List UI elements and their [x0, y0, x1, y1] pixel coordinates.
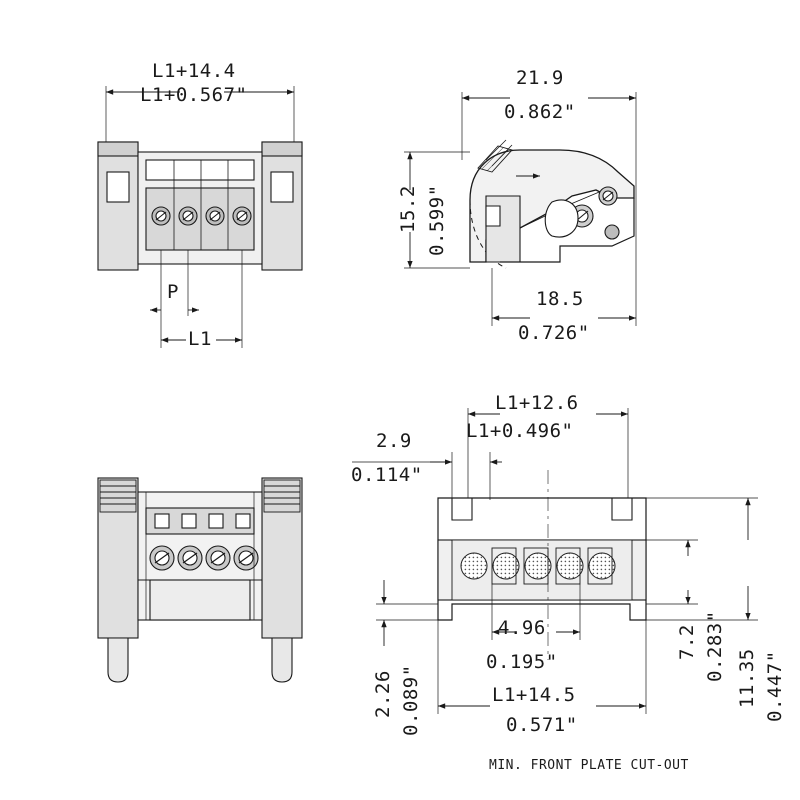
dim-cutout-right-height2-in: 0.447" — [764, 650, 786, 722]
dim-side-height-mm: 15.2 — [397, 185, 419, 233]
dim-cutout-top-width-in: L1+0.496" — [466, 420, 574, 442]
dim-top-left-pitch: P — [167, 281, 179, 303]
dim-cutout-slot-in: 0.114" — [351, 464, 423, 486]
dim-cutout-overall-in: 0.571" — [506, 714, 578, 736]
dim-cutout-right-height1-in: 0.283" — [704, 610, 726, 682]
dim-top-left-width-mm: L1+14.4 — [152, 60, 236, 82]
dim-top-left-length: L1 — [188, 328, 212, 350]
dim-side-height-in: 0.599" — [426, 184, 448, 256]
dim-top-left-width-in: L1+0.567" — [140, 84, 248, 106]
dim-side-width-in: 0.862" — [504, 101, 576, 123]
dim-cutout-overall-mm: L1+14.5 — [492, 684, 576, 706]
dim-cutout-top-width-mm: L1+12.6 — [495, 392, 579, 414]
view-top-left — [98, 86, 302, 348]
dim-cutout-right-height1-mm: 7.2 — [676, 624, 698, 660]
dim-cutout-slot-mm: 2.9 — [376, 430, 412, 452]
dim-side-depth-in: 0.726" — [518, 322, 590, 344]
dim-side-width-mm: 21.9 — [516, 67, 564, 89]
dim-cutout-left-height-mm: 2.26 — [372, 670, 394, 718]
dim-cutout-pitch-in: 0.195" — [486, 651, 558, 673]
view-bottom-left — [98, 478, 302, 682]
dim-cutout-left-height-in: 0.089" — [400, 664, 422, 736]
cutout-caption: MIN. FRONT PLATE CUT-OUT — [489, 758, 689, 773]
dim-cutout-pitch-mm: 4.96 — [498, 617, 546, 639]
dim-side-depth-mm: 18.5 — [536, 288, 584, 310]
dim-cutout-right-height2-mm: 11.35 — [736, 648, 758, 708]
